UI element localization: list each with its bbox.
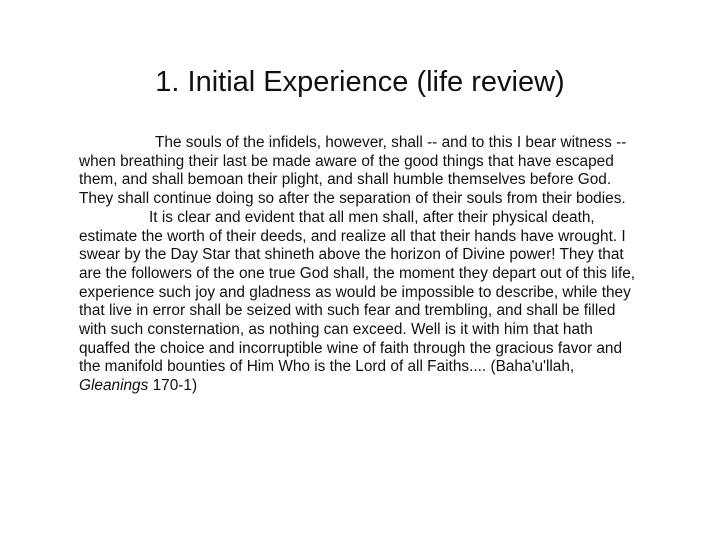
citation-book-title: Gleanings [79,377,149,395]
quote-body [79,134,644,396]
quote-paragraph-2 [79,209,644,396]
quote-paragraph-2-text: It is clear and evident that all men shall, after their physical death, estimate the worth of their deeds, and realize all that their hands have wrought. I swear by the Day Star that shineth above the horizon of Divine power! They that are the followers of the one true God shall, the moment they depart out of this life, experience such joy and gladness as would be impossible to describe, while they that live in error shall be seized with such fear and trembling, and shall be filled with such consternation, as nothing can exceed. Well is it with him that hath quaffed the choice and incorruptible wine of faith through the gracious favor and the manifold bounties of Him Who is the Lord of all Faiths.... (Baha'u'llah, [79,208,636,376]
quote-paragraph-1: The souls of the infidels, however, shall -- and to this I bear witness -- when breathing their last be made aware of the good things that have escaped them, and shall bemoan their plight, and shall humble themselves before God. They shall continue doing so after the separation of their souls from their bodies. [79,134,627,208]
slide-title: 1. Initial Experience (life review) [155,66,565,98]
citation-pages: 170-1) [148,377,198,395]
